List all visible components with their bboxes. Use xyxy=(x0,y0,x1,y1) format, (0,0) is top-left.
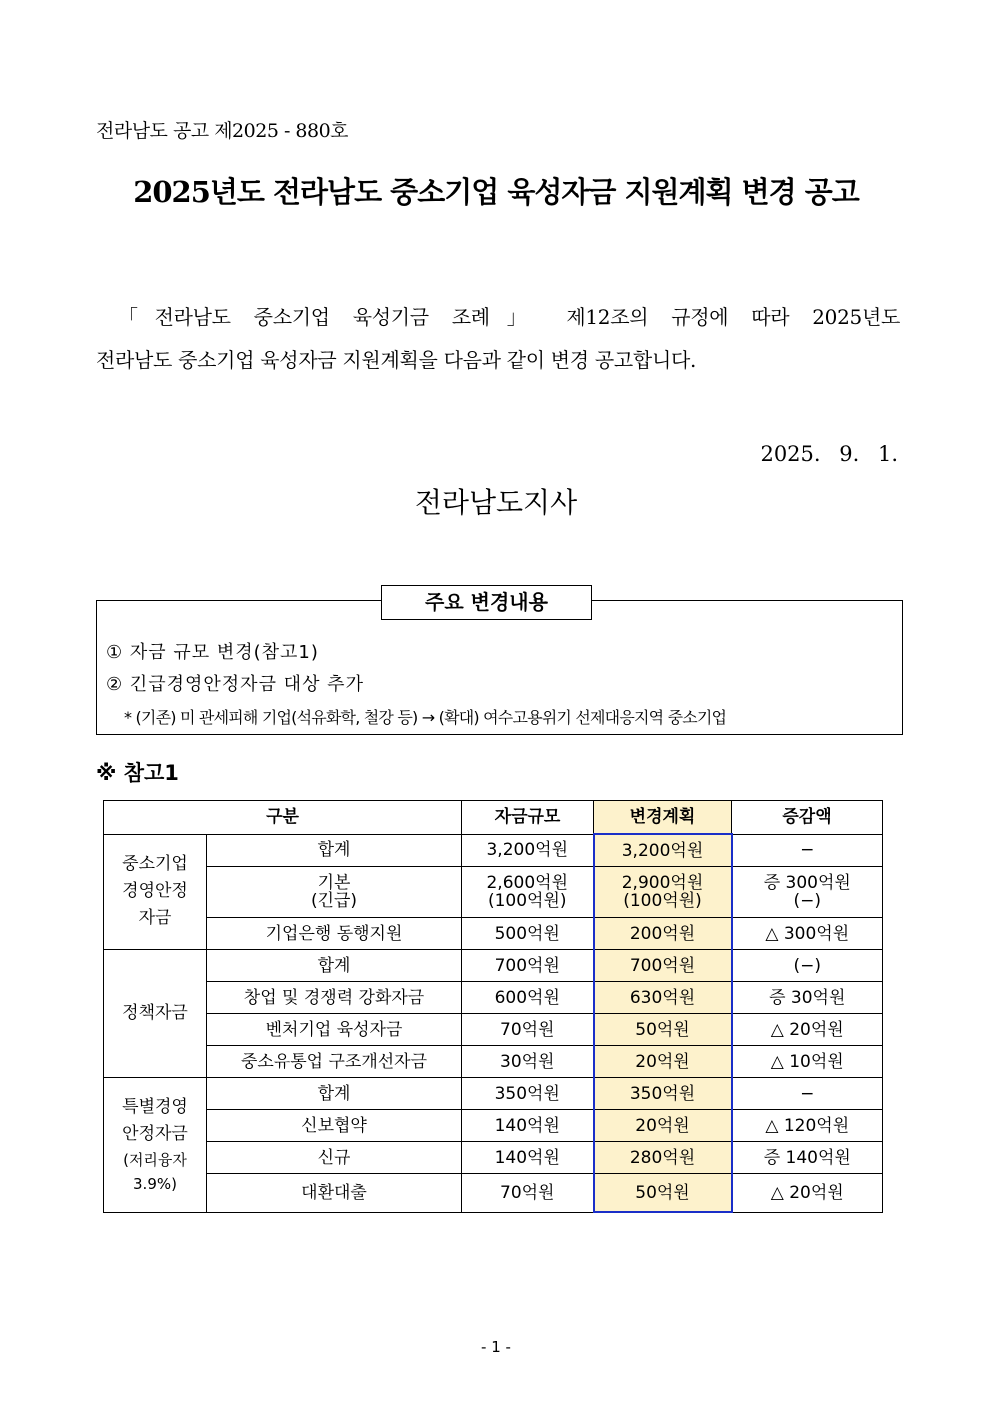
fund-size: 350억원 xyxy=(462,1078,594,1110)
group-label xyxy=(104,834,207,950)
row-label: 신규 xyxy=(207,1142,462,1174)
difference: − xyxy=(732,1078,883,1110)
group-label xyxy=(104,950,207,1078)
table-header-row xyxy=(104,801,883,835)
change-plan: 350억원 xyxy=(594,1078,732,1110)
header-change-plan: 변경계획 xyxy=(594,801,732,835)
difference: △ 20억원 xyxy=(732,1174,883,1213)
table-row xyxy=(104,1142,883,1174)
header-category: 구분 xyxy=(104,801,462,835)
fund-size: 70억원 xyxy=(462,1174,594,1213)
row-label: 기본 (긴급) xyxy=(207,867,462,918)
change-plan: 20억원 xyxy=(594,1110,732,1142)
row-label: 창업 및 경쟁력 강화자금 xyxy=(207,982,462,1014)
change-plan: 630억원 xyxy=(594,982,732,1014)
row-label: 벤처기업 육성자금 xyxy=(207,1014,462,1046)
group-name: 중소기업 경영안정 자금 xyxy=(122,854,188,929)
group-note: (저리융자 3.9%) xyxy=(123,1150,187,1193)
changes-box-title: 주요 변경내용 xyxy=(381,585,592,620)
table-row xyxy=(104,1078,883,1110)
row-label: 신보협약 xyxy=(207,1110,462,1142)
change-note: * (기존) 미 관세피해 기업(석유화학, 철강 등) → (확대) 여수고용위기 선제대응지역 중소기업 xyxy=(124,708,727,727)
row-label: 합계 xyxy=(207,1078,462,1110)
fund-size: 70억원 xyxy=(462,1014,594,1046)
body-line-1: 「전라남도 중소기업 육성기금 조례」 제12조의 규정에 따라 2025년도 xyxy=(118,305,900,329)
change-plan: 280억원 xyxy=(594,1142,732,1174)
group-name: 특별경영 안정자금 xyxy=(122,1096,188,1144)
table-row xyxy=(104,834,883,867)
page-number: - 1 - xyxy=(481,1338,511,1356)
reference-title: ※ 참고1 xyxy=(96,761,179,785)
difference: △ 120억원 xyxy=(732,1110,883,1142)
change-plan: 50억원 xyxy=(594,1014,732,1046)
notice-date: 2025. 9. 1. xyxy=(760,442,898,466)
difference: 증 30억원 xyxy=(732,982,883,1014)
fund-size: 500억원 xyxy=(462,918,594,950)
difference: 증 140억원 xyxy=(732,1142,883,1174)
body-paragraph xyxy=(96,296,900,382)
difference: △ 20억원 xyxy=(732,1014,883,1046)
table-row xyxy=(104,867,883,918)
table-row xyxy=(104,1046,883,1078)
change-plan: 2,900억원 (100억원) xyxy=(594,867,732,918)
issuer: 전라남도지사 xyxy=(414,486,578,519)
difference: − xyxy=(732,834,883,867)
document-title: 2025년도 전라남도 중소기업 육성자금 지원계획 변경 공고 xyxy=(133,175,859,209)
body-line-2: 전라남도 중소기업 육성자금 지원계획을 다음과 같이 변경 공고합니다. xyxy=(96,348,697,372)
notice-number: 전라남도 공고 제2025 - 880호 xyxy=(96,120,349,142)
table-row xyxy=(104,1110,883,1142)
row-label: 합계 xyxy=(207,950,462,982)
fund-size: 600억원 xyxy=(462,982,594,1014)
header-difference: 증감액 xyxy=(732,801,883,835)
row-label: 대환대출 xyxy=(207,1174,462,1213)
change-plan: 200억원 xyxy=(594,918,732,950)
change-item-2: ② 긴급경영안정자금 대상 추가 xyxy=(106,674,364,695)
change-plan: 3,200억원 xyxy=(594,834,732,867)
fund-size: 2,600억원 (100억원) xyxy=(462,867,594,918)
fund-size: 3,200억원 xyxy=(462,834,594,867)
difference: 증 300억원 (−) xyxy=(732,867,883,918)
fund-size: 140억원 xyxy=(462,1142,594,1174)
group-name: 정책자금 xyxy=(122,1003,188,1023)
group-label xyxy=(104,1078,207,1213)
table-row xyxy=(104,1014,883,1046)
table-row xyxy=(104,1174,883,1213)
fund-size: 700억원 xyxy=(462,950,594,982)
row-label: 기업은행 동행지원 xyxy=(207,918,462,950)
table-row xyxy=(104,918,883,950)
change-plan: 20억원 xyxy=(594,1046,732,1078)
change-item-1: ① 자금 규모 변경(참고1) xyxy=(106,642,319,663)
change-plan: 50억원 xyxy=(594,1174,732,1213)
fund-size: 30억원 xyxy=(462,1046,594,1078)
row-label: 중소유통업 구조개선자금 xyxy=(207,1046,462,1078)
header-fund-size: 자금규모 xyxy=(462,801,594,835)
difference: △ 300억원 xyxy=(732,918,883,950)
table-row xyxy=(104,950,883,982)
change-plan: 700억원 xyxy=(594,950,732,982)
row-label: 합계 xyxy=(207,834,462,867)
difference: △ 10억원 xyxy=(732,1046,883,1078)
difference: (−) xyxy=(732,950,883,982)
fund-size: 140억원 xyxy=(462,1110,594,1142)
table-row xyxy=(104,982,883,1014)
fund-table xyxy=(103,800,883,1213)
